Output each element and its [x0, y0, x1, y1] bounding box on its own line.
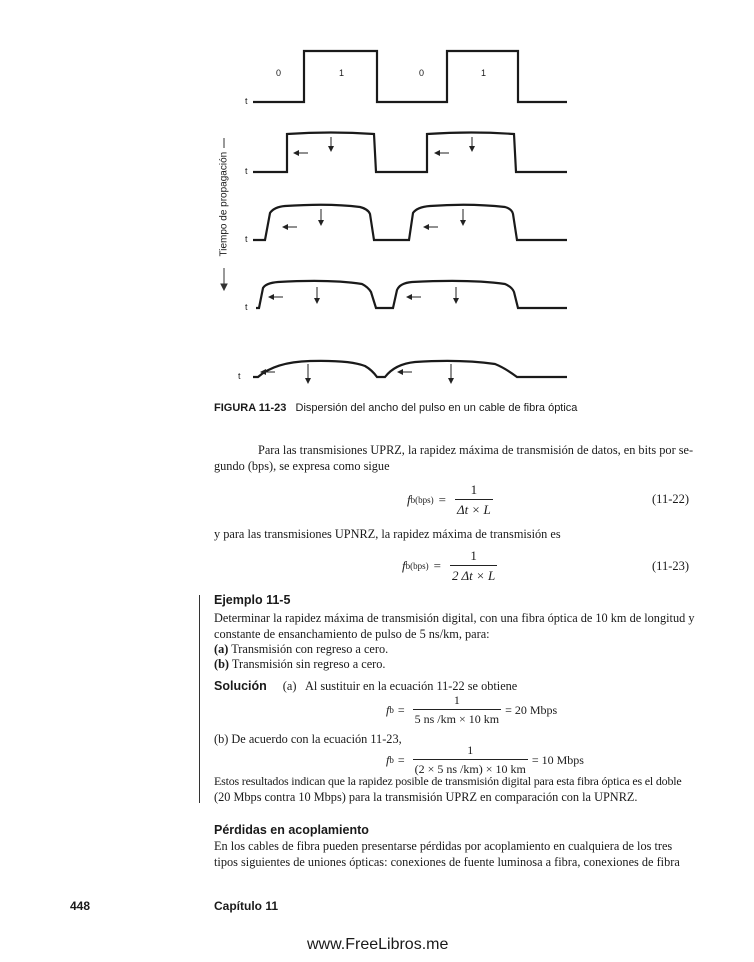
solution-label: Solución: [214, 679, 267, 693]
figure-caption: [214, 402, 577, 414]
section-title: Pérdidas en acoplamiento: [214, 823, 369, 837]
equation-number: (11-23): [652, 559, 690, 573]
eq-numerator: 1: [467, 743, 474, 757]
example-item-a: [214, 642, 388, 657]
waveform-2: [253, 133, 567, 173]
conclusion-line: Estos resultados indican que la rapidez posible de transmisión digital para esta fibra óptica es el doble: [214, 774, 682, 788]
eq-sign: =: [438, 492, 446, 507]
example-title: Ejemplo 11-5: [214, 593, 291, 607]
eq-numerator: 1: [470, 482, 478, 497]
solution-line: (b) De acuerdo con la ecuación 11-23,: [214, 732, 402, 746]
t-label: t: [245, 166, 248, 176]
section-line: En los cables de fibra pueden presentarse pérdidas por acoplamiento en cualquiera de los tres: [214, 839, 673, 853]
bit-label: 0: [276, 68, 282, 78]
equation-11-23: [402, 548, 501, 584]
waveform-5: [253, 361, 567, 377]
example-item-b: [214, 657, 385, 672]
paragraph-line: gundo (bps), se expresa como sigue: [214, 459, 390, 473]
item-text: Transmisión sin regreso a cero.: [231, 657, 386, 671]
eq-numerator: 1: [453, 693, 460, 707]
bit-label: 1: [481, 68, 487, 78]
eq-lhs-sub: b(bps): [410, 495, 434, 505]
item-label: (b): [214, 657, 230, 671]
t-label: t: [245, 234, 248, 244]
equation-11-22: [407, 482, 497, 518]
chapter-label: Capítulo 11: [214, 899, 279, 913]
eq-sign: =: [433, 558, 441, 573]
bit-label: 1: [339, 68, 345, 78]
section-line: tipos siguientes de uniones ópticas: conexiones de fuente luminosa a fibra, conexiones de fibra: [214, 855, 680, 869]
eq-lhs: f: [386, 752, 390, 767]
item-label: (a): [214, 642, 229, 656]
equation-a: [386, 693, 557, 727]
example-line: Determinar la rapidez máxima de transmisión digital, con una fibra óptica de 10 km de longitud y: [214, 611, 695, 625]
solution-text: (a) Al sustituir en la ecuación 11-22 se obtiene: [282, 679, 518, 693]
eq-numerator: 1: [470, 548, 477, 563]
eq-denominator: (2 × 5 ns /km) × 10 km: [413, 759, 528, 777]
bit-label: 0: [419, 68, 425, 78]
equation-b: [386, 743, 584, 777]
t-label: t: [245, 96, 248, 106]
eq-denominator: 5 ns /km × 10 km: [413, 709, 501, 727]
watermark-link[interactable]: www.FreeLibros.me: [307, 936, 449, 953]
paragraph-line: y para las transmisiones UPNRZ, la rapidez máxima de transmisión es: [214, 527, 561, 541]
eq-denominator: 2 Δt × L: [450, 565, 497, 584]
conclusion-line: (20 Mbps contra 10 Mbps) para la transmisión UPRZ en comparación con la UPNRZ.: [214, 790, 638, 804]
paragraph-line: Para las transmisiones UPRZ, la rapidez máxima de transmisión de datos, en bits por se-: [258, 443, 694, 457]
equation-number: (11-22): [652, 492, 690, 506]
axis-label: Tiempo de propagación: [218, 151, 230, 257]
eq-sign: =: [397, 752, 405, 767]
eq-lhs: f: [386, 702, 390, 717]
eq-sign: =: [397, 702, 405, 717]
caption-text: Dispersión del ancho del pulso en un cable de fibra óptica: [295, 402, 578, 414]
waveform-4: [256, 281, 567, 308]
waveform-1: [253, 51, 567, 102]
eq-lhs-sub: b: [389, 705, 394, 715]
figure-number: FIGURA 11-23: [214, 402, 287, 414]
eq-result: = 20 Mbps: [505, 702, 558, 717]
eq-denominator: Δt × L: [455, 499, 493, 518]
t-label: t: [238, 371, 241, 381]
example-line: constante de ensanchamiento de pulso de 5 ns/km, para:: [214, 627, 490, 641]
eq-lhs: f: [402, 558, 406, 573]
waveform-3: [253, 205, 567, 240]
item-text: Transmisión con regreso a cero.: [231, 642, 389, 656]
page-number: 448: [70, 899, 91, 913]
eq-result: = 10 Mbps: [531, 752, 584, 767]
eq-lhs-sub: b: [389, 755, 394, 765]
pulse-dispersion-figure: [0, 0, 754, 400]
t-label: t: [245, 302, 248, 312]
eq-lhs: f: [407, 492, 411, 507]
eq-lhs-sub: b(bps): [405, 561, 429, 571]
example-margin-bar: [199, 595, 200, 803]
